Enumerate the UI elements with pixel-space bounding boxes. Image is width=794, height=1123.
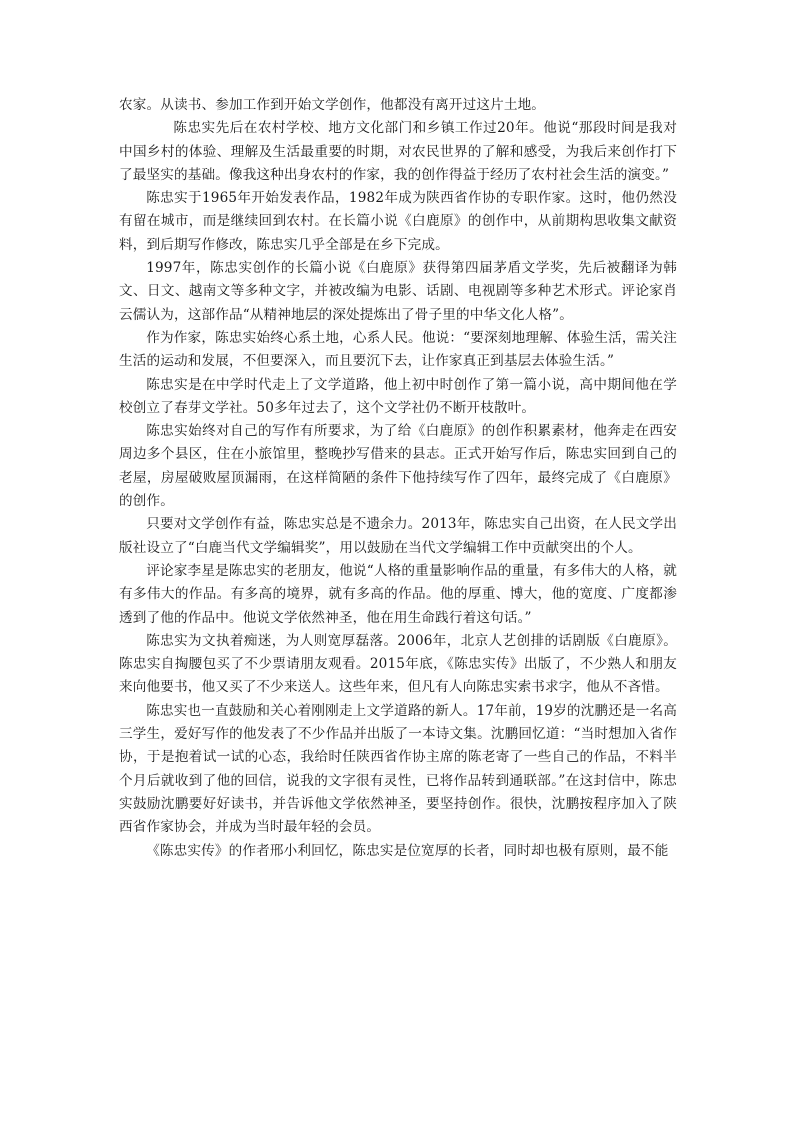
paragraph-generosity: 陈忠实为文执着痴迷，为人则宽厚磊落。2006年，北京人艺创排的话剧版《白鹿原》。陈忠实自掏腰包买了不少票请朋友观看。2015年底，《陈忠实传》出版了，不少熟人和朋友来向他要书，他又买了不少来送人。这些年来，但凡有人向陈忠实索书求字，他从不吝惜。 xyxy=(119,632,677,696)
paragraph-principles: 《陈忠实传》的作者邢小利回忆，陈忠实是位宽厚的长者，同时却也极有原则，最不能 xyxy=(146,842,669,859)
paragraph-rural-work: 陈忠实先后在农村学校、地方文化部门和乡镇工作过20年。他说“那段时间是我对中国乡村的体验、理解及生活最重要的时期，对农民世界的了解和感受，为我后来创作打下了最坚实的基础。像我这种出身农村的作家，我的创作得益于经历了农村社会生活的演变。” xyxy=(119,120,677,183)
paragraph-mentoring: 陈忠实也一直鼓励和关心着刚刚走上文学道路的新人。17年前，19岁的沈鹏还是一名高三学生，爱好写作的他发表了不少作品并出版了一本诗文集。沈鹏回忆道：“当时想加入省作协，于是抱着试一试的心态，我给时任陕西省作协主席的陈老寄了一些自己的作品，不料半个月后就收到了他的回信，说我的文字很有灵性，已将作品转到通联部。”在这封信中，陈忠实鼓励沈鹏要好好读书，并告诉他文学依然神圣，要坚持创作。很快，沈鹏按程序加入了陕西省作家协会，并成为当时最年轻的会员。 xyxy=(119,702,677,836)
paragraph-editing-award: 只要对文学创作有益，陈忠实总是不遗余力。2013年，陈忠实自己出资，在人民文学出版社设立了“白鹿当代文学编辑奖”，用以鼓励在当代文学编辑工作中贡献突出的个人。 xyxy=(119,516,677,556)
paragraph-land-people: 作为作家，陈忠实始终心系土地，心系人民。他说：“要深刻地理解、体验生活，需关注生活的运动和发展，不但要深入，而且要沉下去，让作家真正到基层去体验生活。” xyxy=(119,329,677,370)
paragraph-critic-quote: 评论家李星是陈忠实的老朋友，他说“人格的重量影响作品的重量，有多伟大的人格，就有多伟大的作品。有多高的境界，就有多高的作品。他的厚重、博大，他的宽度、广度都渗透到了他的作品中。他说文学依然神圣，他在用生命践行着这句话。” xyxy=(119,562,677,626)
paragraph-literary-society: 陈忠实是在中学时代走上了文学道路，他上初中时创作了第一篇小说，高中期间他在学校创立了春芽文学社。50多年过去了，这个文学社仍不断开枝散叶。 xyxy=(119,376,677,416)
paragraph-career-start: 陈忠实于1965年开始发表作品，1982年成为陕西省作协的专职作家。这时，他仍然没有留在城市，而是继续回到农村。在长篇小说《白鹿原》的创作中，从前期构思收集文献资料，到后期写作修改，陈忠实几乎全部是在乡下完成。 xyxy=(119,190,677,253)
article-body xyxy=(119,94,677,863)
paragraph-award: 1997年，陈忠实创作的长篇小说《白鹿原》获得第四届茅盾文学奖，先后被翻译为韩文、日文、越南文等多种文字，并被改编为电影、话剧、电视剧等多种艺术形式。评论家肖云儒认为，这部作品“从精神地层的深处提炼出了骨子里的中华文化人格”。 xyxy=(119,260,677,323)
paragraph-continuation: 农家。从读书、参加工作到开始文学创作，他都没有离开过这片土地。 xyxy=(119,97,546,113)
paragraph-writing-discipline: 陈忠实始终对自己的写作有所要求，为了给《白鹿原》的创作积累素材，他奔走在西安周边多个县区，住在小旅馆里，整晚抄写借来的县志。正式开始写作后，陈忠实回到自己的老屋，房屋破败屋顶漏雨，在这样简陋的条件下他持续写作了四年，最终完成了《白鹿原》的创作。 xyxy=(119,423,677,510)
